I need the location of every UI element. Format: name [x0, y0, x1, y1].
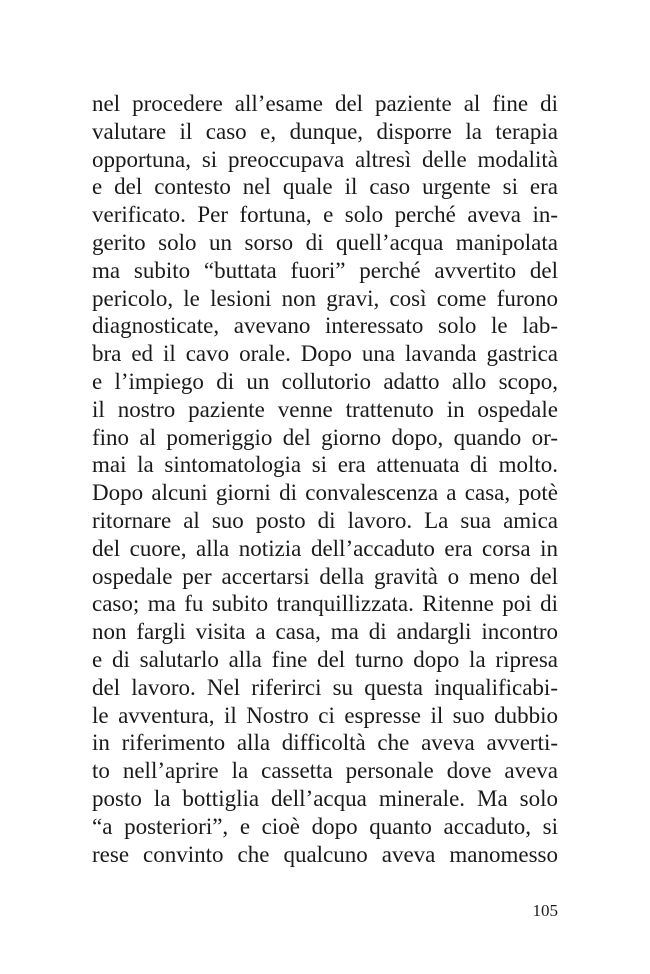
text-line: ritornare al suo posto di lavoro. La sua amica	[92, 507, 558, 533]
text-line: in riferimento alla difficoltà che aveva avverti-	[92, 730, 558, 756]
text-line: ospedale per accertarsi della gravità o meno del	[92, 563, 558, 589]
text-line: e del contesto nel quale il caso urgente si era	[92, 174, 558, 200]
text-line: non fargli visita a casa, ma di andargli incontro	[92, 619, 558, 645]
text-line: il nostro paziente venne trattenuto in ospedale	[92, 396, 558, 422]
text-line: ma subito “buttata fuori” perché avvertito del	[92, 257, 558, 283]
text-line: opportuna, si preoccupava altresì delle modalità	[92, 146, 558, 172]
text-line: verificato. Per fortuna, e solo perché aveva in-	[92, 202, 558, 228]
text-line: bra ed il cavo orale. Dopo una lavanda gastrica	[92, 341, 558, 367]
text-line: e l’impiego di un collutorio adatto allo scopo,	[92, 368, 558, 394]
text-line: del cuore, alla notizia dell’accaduto era corsa in	[92, 535, 558, 561]
text-line: le avventura, il Nostro ci espresse il suo dubbio	[92, 702, 558, 728]
text-line: fino al pomeriggio del giorno dopo, quando or-	[92, 424, 558, 450]
text-line: gerito solo un sorso di quell’acqua manipolata	[92, 229, 558, 255]
text-line: posto la bottiglia dell’acqua minerale. Ma solo	[92, 785, 558, 811]
text-line: mai la sintomatologia si era attenuata di molto.	[92, 452, 558, 478]
text-line: to nell’aprire la cassetta personale dove aveva	[92, 758, 558, 784]
text-line: rese convinto che qualcuno aveva manomesso	[92, 841, 558, 867]
body-text	[92, 90, 558, 868]
text-line: e di salutarlo alla fine del turno dopo la ripresa	[92, 646, 558, 672]
text-line: valutare il caso e, dunque, disporre la terapia	[92, 118, 558, 144]
text-line: pericolo, le lesioni non gravi, così come furono	[92, 285, 558, 311]
text-line: diagnosticate, avevano interessato solo le lab-	[92, 313, 558, 339]
text-line: del lavoro. Nel riferirci su questa inqualificabi-	[92, 674, 558, 700]
page-number: 105	[532, 901, 558, 920]
text-line: “a posteriori”, e cioè dopo quanto accaduto, si	[92, 813, 558, 839]
text-line: nel procedere all’esame del paziente al fine di	[92, 91, 558, 116]
text-line: Dopo alcuni giorni di convalescenza a casa, potè	[92, 480, 558, 506]
text-line: caso; ma fu subito tranquillizzata. Ritenne poi di	[92, 591, 558, 617]
